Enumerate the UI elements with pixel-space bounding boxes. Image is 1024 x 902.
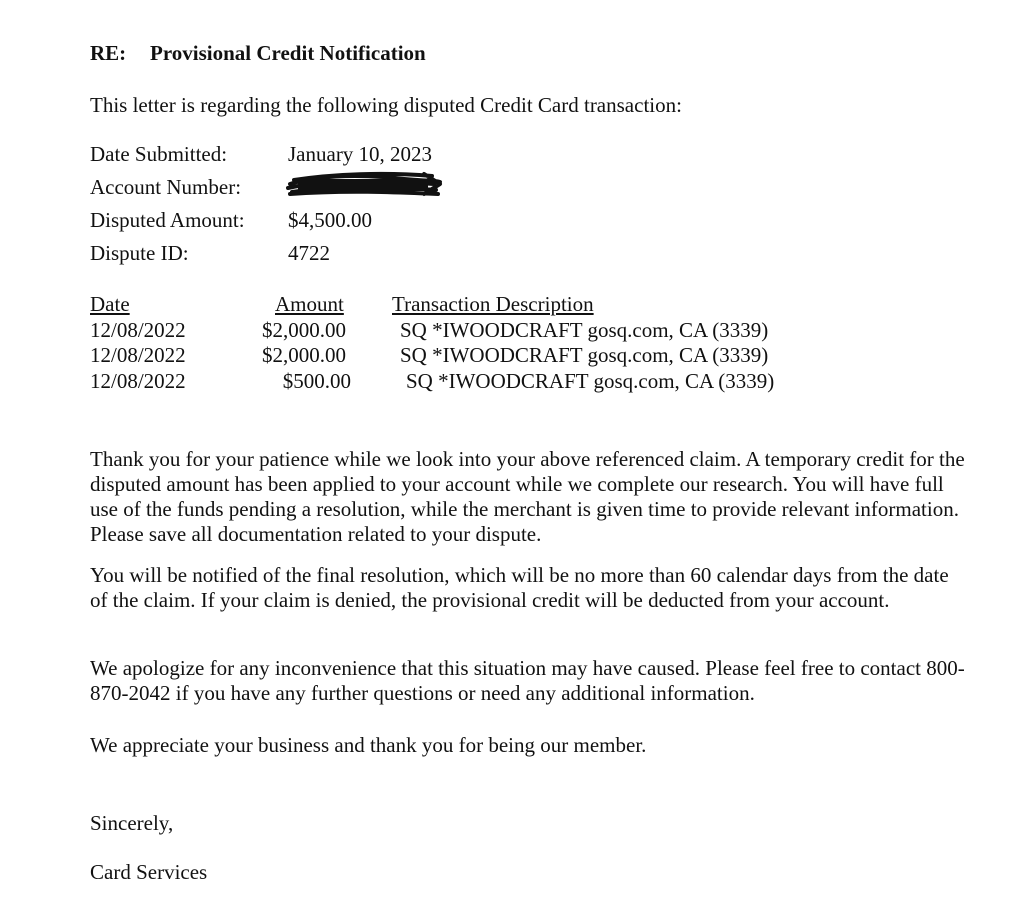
- paragraph-appreciation: We appreciate your business and thank you for being our member.: [90, 733, 647, 757]
- table-row-3-amount: $500.00: [282, 369, 351, 393]
- table-row-1-description: SQ *IWOODCRAFT gosq.com, CA (3339): [400, 318, 769, 342]
- table-row-2-amount: $2,000.00: [262, 343, 346, 367]
- table-row-1-date: 12/08/2022: [90, 318, 186, 342]
- disputed-amount-label: Disputed Amount:: [90, 208, 245, 232]
- paragraph-claim: Thank you for your patience while we look into your above referenced claim. A temporary credit for the disputed amount has been applied to your account while we complete our research. You will have full use of the funds pending a resolution, while the merchant is given time to provide relevant information. Please save all documentation related to your dispute.: [90, 447, 965, 546]
- signature: Card Services: [90, 860, 208, 884]
- account-number-redaction: [284, 170, 444, 200]
- table-header-description: Transaction Description: [392, 292, 594, 316]
- intro-text: This letter is regarding the following disputed Credit Card transaction:: [90, 93, 682, 117]
- re-label: RE:: [90, 41, 127, 65]
- closing: Sincerely,: [90, 811, 174, 835]
- table-row-3-description: SQ *IWOODCRAFT gosq.com, CA (3339): [406, 369, 775, 393]
- letter-subject: Provisional Credit Notification: [150, 41, 426, 65]
- table-header-date: Date: [90, 292, 130, 316]
- dispute-id-label: Dispute ID:: [90, 241, 189, 265]
- table-row-2-date: 12/08/2022: [90, 343, 186, 367]
- disputed-amount-value: $4,500.00: [288, 208, 372, 232]
- dispute-id-value: 4722: [288, 241, 330, 265]
- table-row-1-amount: $2,000.00: [262, 318, 346, 342]
- table-header-amount: Amount: [275, 292, 344, 316]
- paragraph-resolution: You will be notified of the final resolution, which will be no more than 60 calendar days from the date of the claim. If your claim is denied, the provisional credit will be deducted from your account.: [90, 563, 949, 612]
- paragraph-contact: We apologize for any inconvenience that this situation may have caused. Please feel free to contact 800-870-2042 if you have any further questions or need any additional information.: [90, 656, 965, 705]
- date-submitted-value: January 10, 2023: [288, 142, 433, 166]
- table-row-3-date: 12/08/2022: [90, 369, 186, 393]
- account-number-label: Account Number:: [90, 175, 242, 199]
- date-submitted-label: Date Submitted:: [90, 142, 228, 166]
- table-row-2-description: SQ *IWOODCRAFT gosq.com, CA (3339): [400, 343, 769, 367]
